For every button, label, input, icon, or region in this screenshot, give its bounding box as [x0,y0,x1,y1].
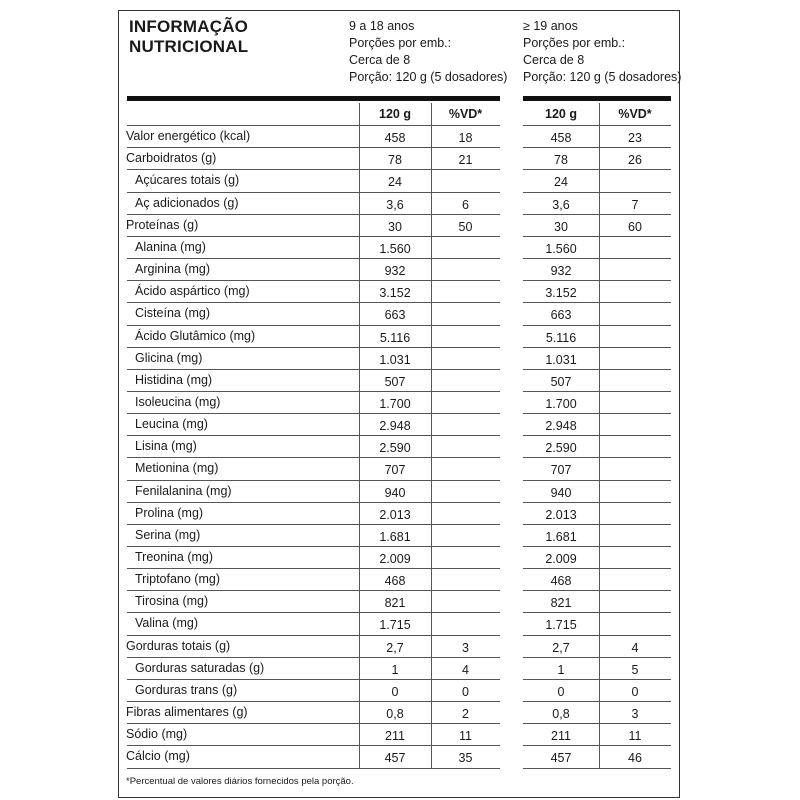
header-rule-right [523,96,671,101]
row-label: Glicina (mg) [135,350,203,365]
row-vd-group-1 [431,526,500,548]
column-divider-g1-amount [359,103,360,768]
row-amount-group-1: 1.681 [379,529,411,544]
row-amount-group-2: 211 [551,729,571,744]
row-vd-group-2 [599,304,671,326]
row-label: Alanina (mg) [135,239,206,254]
row-label: Cálcio (mg) [126,749,190,764]
row-vd-group-1 [431,437,500,459]
nutrition-title [129,17,248,57]
row-amount-group-2: 1.681 [545,529,577,544]
row-label: Cisteína (mg) [135,306,211,321]
row-amount-group-2: 2.590 [545,441,577,456]
row-vd-group-2 [599,349,671,371]
row-amount-group-1: 5.116 [379,330,411,345]
row-label: Valina (mg) [135,616,198,631]
row-vd-group-1 [431,282,500,304]
row-label: Tirosina (mg) [135,594,209,609]
row-vd-group-1 [431,349,500,371]
row-label: Aç adicionados (g) [135,195,239,210]
row-amount-group-2: 1.715 [545,618,577,633]
row-vd-group-1 [431,504,500,526]
row-label: Metionina (mg) [135,461,219,476]
row-vd-group-1: 2 [462,707,469,722]
row-amount-group-2: 707 [550,463,572,478]
row-label: Ácido aspártico (mg) [135,284,250,299]
row-amount-group-1: 2,7 [386,640,404,655]
row-amount-group-1: 2.009 [379,552,411,566]
row-amount-group-1: 0,8 [386,707,404,722]
row-vd-group-1 [431,415,500,437]
row-vd-group-1: 0 [462,684,469,699]
row-label: Gorduras trans (g) [135,682,238,697]
row-vd-group-2: 7 [631,197,639,212]
row-amount-group-1: 2.948 [379,419,411,434]
group-2-age: ≥ 19 anos [523,19,578,33]
row-vd-group-1: 35 [458,751,473,766]
group-1-servings-label: Porções por emb.: [349,36,452,50]
row-vd-group-2 [599,614,671,636]
row-vd-group-2: 26 [628,153,642,168]
row-label: Arginina (mg) [135,262,211,277]
row-amount-group-1: 3.152 [379,286,411,301]
row-vd-group-1 [431,482,500,504]
header-group-2 [523,18,681,86]
row-vd-group-2: 23 [628,131,642,146]
row-amount-group-1: 663 [384,308,406,323]
column-header-vd-group-1: %VD* [448,107,483,121]
row-amount-group-2: 0 [557,684,565,699]
row-vd-group-2: 46 [628,751,642,766]
row-amount-group-2: 1 [557,662,565,677]
column-header-vd-group-2: %VD* [618,107,652,121]
row-amount-group-1: 821 [384,596,406,611]
row-amount-group-2: 2,7 [552,640,570,655]
row-amount-group-2: 24 [554,175,568,190]
row-amount-group-1: 940 [384,485,406,500]
nutrition-facts-panel [118,10,680,798]
row-amount-group-1: 78 [388,153,402,168]
column-divider-g2-vd [599,103,600,768]
row-amount-group-1: 2.013 [379,507,411,522]
group-2-portion: Porção: 120 g (5 dosadores) [523,70,682,84]
row-label: Fenilalanina (mg) [135,483,232,498]
row-amount-group-2: 457 [550,751,572,766]
row-label: Leucina (mg) [135,417,208,432]
row-vd-group-1: 11 [459,729,472,744]
row-vd-group-1 [431,592,500,614]
row-vd-group-2 [599,260,671,282]
header-group-1 [349,18,507,86]
row-amount-group-2: 2.013 [545,507,577,522]
row-amount-group-2: 5.116 [545,330,577,345]
row-vd-group-2 [599,238,671,260]
row-label: Ácido Glutâmico (mg) [135,328,256,343]
row-vd-group-2 [599,570,671,592]
row-vd-group-2: 5 [631,662,639,677]
row-amount-group-2: 30 [554,219,568,234]
column-header-amount-group-2: 120 g [545,107,577,121]
row-amount-group-2: 468 [550,574,572,589]
row-label: Fibras alimentares (g) [126,705,248,720]
row-amount-group-1: 24 [388,175,402,190]
row-amount-group-1: 3,6 [386,197,404,212]
row-amount-group-2: 1.700 [545,396,577,411]
row-amount-group-2: 78 [554,153,568,168]
group-2-servings-value: Cerca de 8 [523,53,585,67]
row-vd-group-1 [431,459,500,481]
row-vd-group-2: 3 [631,707,639,722]
row-label: Triptofano (mg) [135,572,220,587]
row-label: Serina (mg) [135,527,201,542]
row-amount-group-1: 458 [384,131,406,146]
row-vd-group-2 [599,526,671,548]
row-vd-group-1 [431,371,500,393]
row-amount-group-2: 3.152 [545,286,577,301]
row-amount-group-1: 457 [384,751,406,766]
row-amount-group-1: 468 [384,574,406,589]
row-amount-group-1: 2.590 [379,441,411,456]
row-vd-group-2: 0 [631,684,639,699]
row-amount-group-2: 940 [550,485,572,500]
row-divider-right [523,125,671,126]
row-amount-group-1: 507 [384,374,406,389]
row-amount-group-2: 1.031 [545,352,577,367]
row-vd-group-1: 50 [458,219,473,234]
row-label: Histidina (mg) [135,372,213,387]
row-vd-group-1: 4 [462,662,469,677]
header-rule-left [127,96,500,101]
title-line-1: INFORMAÇÃO [129,17,249,36]
row-vd-group-2: 60 [628,219,642,234]
row-vd-group-2 [599,371,671,393]
column-header-amount-group-1: 120 g [379,107,411,121]
row-vd-group-2 [599,282,671,304]
row-vd-group-2 [599,592,671,614]
row-vd-group-1 [431,548,500,570]
row-label: Prolina (mg) [135,505,204,520]
row-label: Carboidratos (g) [126,151,217,166]
row-vd-group-2: 4 [631,640,639,655]
row-vd-group-1: 6 [462,197,469,212]
row-amount-group-2: 507 [550,374,572,389]
row-vd-group-1: 3 [462,640,469,655]
group-1-age: 9 a 18 anos [349,19,415,33]
row-vd-group-1 [431,304,500,326]
row-label: Valor energético (kcal) [126,129,251,144]
row-label: Gorduras saturadas (g) [135,660,265,675]
row-amount-group-2: 1.560 [545,241,577,256]
row-vd-group-1: 21 [458,153,473,168]
row-vd-group-2 [599,482,671,504]
row-amount-group-1: 1.031 [379,352,411,367]
row-amount-group-2: 3,6 [552,197,570,212]
row-amount-group-2: 932 [550,264,572,279]
row-amount-group-1: 1.715 [379,618,411,633]
row-amount-group-2: 2.948 [545,419,577,434]
row-amount-group-1: 0 [391,684,399,699]
row-vd-group-2 [599,548,671,570]
row-amount-group-1: 211 [385,729,405,744]
row-vd-group-2 [599,415,671,437]
row-vd-group-1 [431,260,500,282]
footnote: *Percentual de valores diários fornecidos pela porção. [126,776,354,787]
row-amount-group-1: 30 [388,219,402,234]
row-vd-group-2 [599,437,671,459]
row-vd-group-2: 11 [628,729,642,744]
row-amount-group-1: 1.560 [379,241,411,256]
row-amount-group-1: 1 [391,662,399,677]
row-label: Isoleucina (mg) [135,394,221,409]
row-vd-group-1 [431,171,500,193]
group-2-servings-label: Porções por emb.: [523,36,626,50]
group-1-servings-value: Cerca de 8 [349,53,411,67]
row-label: Sódio (mg) [126,727,188,742]
row-label: Lisina (mg) [135,439,197,454]
title-line-2: NUTRICIONAL [129,37,249,56]
row-label: Gorduras totais (g) [126,638,231,653]
row-amount-group-1: 1.700 [379,396,411,411]
row-vd-group-1: 18 [458,131,473,146]
row-vd-group-2 [599,171,671,193]
group-1-portion: Porção: 120 g (5 dosadores) [349,70,508,84]
row-label: Proteínas (g) [126,217,199,232]
row-amount-group-2: 663 [550,308,572,323]
row-vd-group-2 [599,327,671,349]
row-vd-group-1 [431,393,500,415]
row-amount-group-1: 932 [384,264,406,279]
row-vd-group-1 [431,570,500,592]
row-vd-group-2 [599,459,671,481]
row-vd-group-2 [599,393,671,415]
row-amount-group-2: 821 [550,596,572,611]
row-vd-group-1 [431,238,500,260]
row-amount-group-2: 458 [550,131,572,146]
row-vd-group-2 [599,504,671,526]
row-vd-group-1 [431,327,500,349]
row-label: Açúcares totais (g) [135,173,240,188]
row-label: Treonina (mg) [135,550,214,564]
row-amount-group-2: 2.009 [545,552,577,566]
row-vd-group-1 [431,614,500,636]
row-amount-group-1: 707 [384,463,406,478]
column-divider-g1-vd [431,103,432,768]
row-amount-group-2: 0,8 [552,707,570,722]
